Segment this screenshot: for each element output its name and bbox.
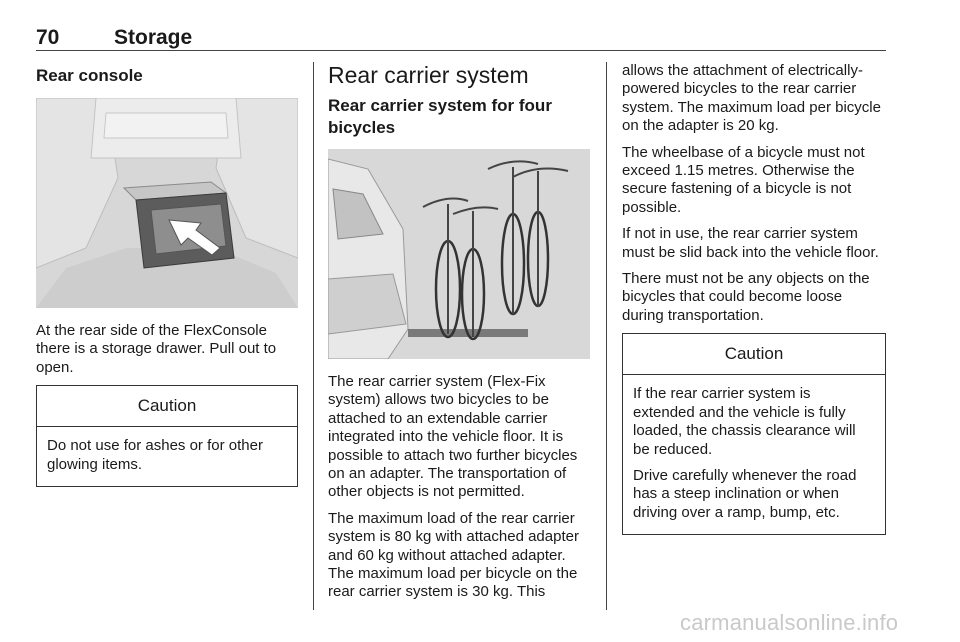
caution-text: Drive carefully whenever the road has a steep inclination or when driving over a ramp, bump, etc.: [633, 466, 857, 521]
page-header: [36, 26, 886, 51]
chapter-title: Storage: [114, 26, 193, 49]
section-title: Rear carrier system: [328, 62, 529, 88]
body-text: At the rear side of the FlexConsole there is a storage drawer. Pull out to open.: [36, 322, 277, 376]
column-rear-console: [36, 62, 298, 487]
caution-box: [622, 333, 886, 535]
body-text: There must not be any objects on the bicycles that could become loose during transportation.: [622, 270, 870, 324]
section-title: Rear console: [36, 66, 143, 85]
watermark: carmanualsonline.info: [680, 610, 899, 635]
body-text: The maximum load of the rear carrier system is 80 kg with attached adapter and 60 kg without attached adapter. The maximum load per bicycle on the rear carrier system is 30 kg. This: [328, 509, 579, 601]
body-text: allows the attachment of electrically-powered bicycles to the rear carrier system. The maximum load per bicycle on the adapter is 20 kg.: [622, 62, 881, 135]
body-text: The wheelbase of a bicycle must not exceed 1.15 metres. Otherwise the secure fastening of a bicycle is not possible.: [622, 143, 865, 216]
caution-title: Caution: [623, 334, 885, 375]
column-divider: [313, 62, 314, 610]
caution-text: If the rear carrier system is extended and the vehicle is fully loaded, the chassis clearance will be reduced.: [633, 385, 856, 458]
column-divider: [606, 62, 607, 610]
caution-box: [36, 385, 298, 487]
subsection-title: Rear carrier system for four bicycles: [328, 96, 552, 137]
body-text: The rear carrier system (Flex-Fix system) allows two bicycles to be attached to an extendable carrier integrated into the vehicle floor. It is possible to attach two further bicycles on an adapter. The transportation of other objects is not permitted.: [328, 373, 578, 501]
page-number: 70: [36, 26, 60, 49]
rear-console-illustration: [36, 98, 298, 308]
caution-text: Do not use for ashes or for other glowing items.: [47, 437, 263, 473]
caution-title: Caution: [37, 386, 297, 427]
column-continued: [622, 62, 886, 535]
bicycle-carrier-illustration: [328, 149, 590, 359]
body-text: If not in use, the rear carrier system must be slid back into the vehicle floor.: [622, 225, 879, 261]
column-rear-carrier: [328, 62, 590, 610]
